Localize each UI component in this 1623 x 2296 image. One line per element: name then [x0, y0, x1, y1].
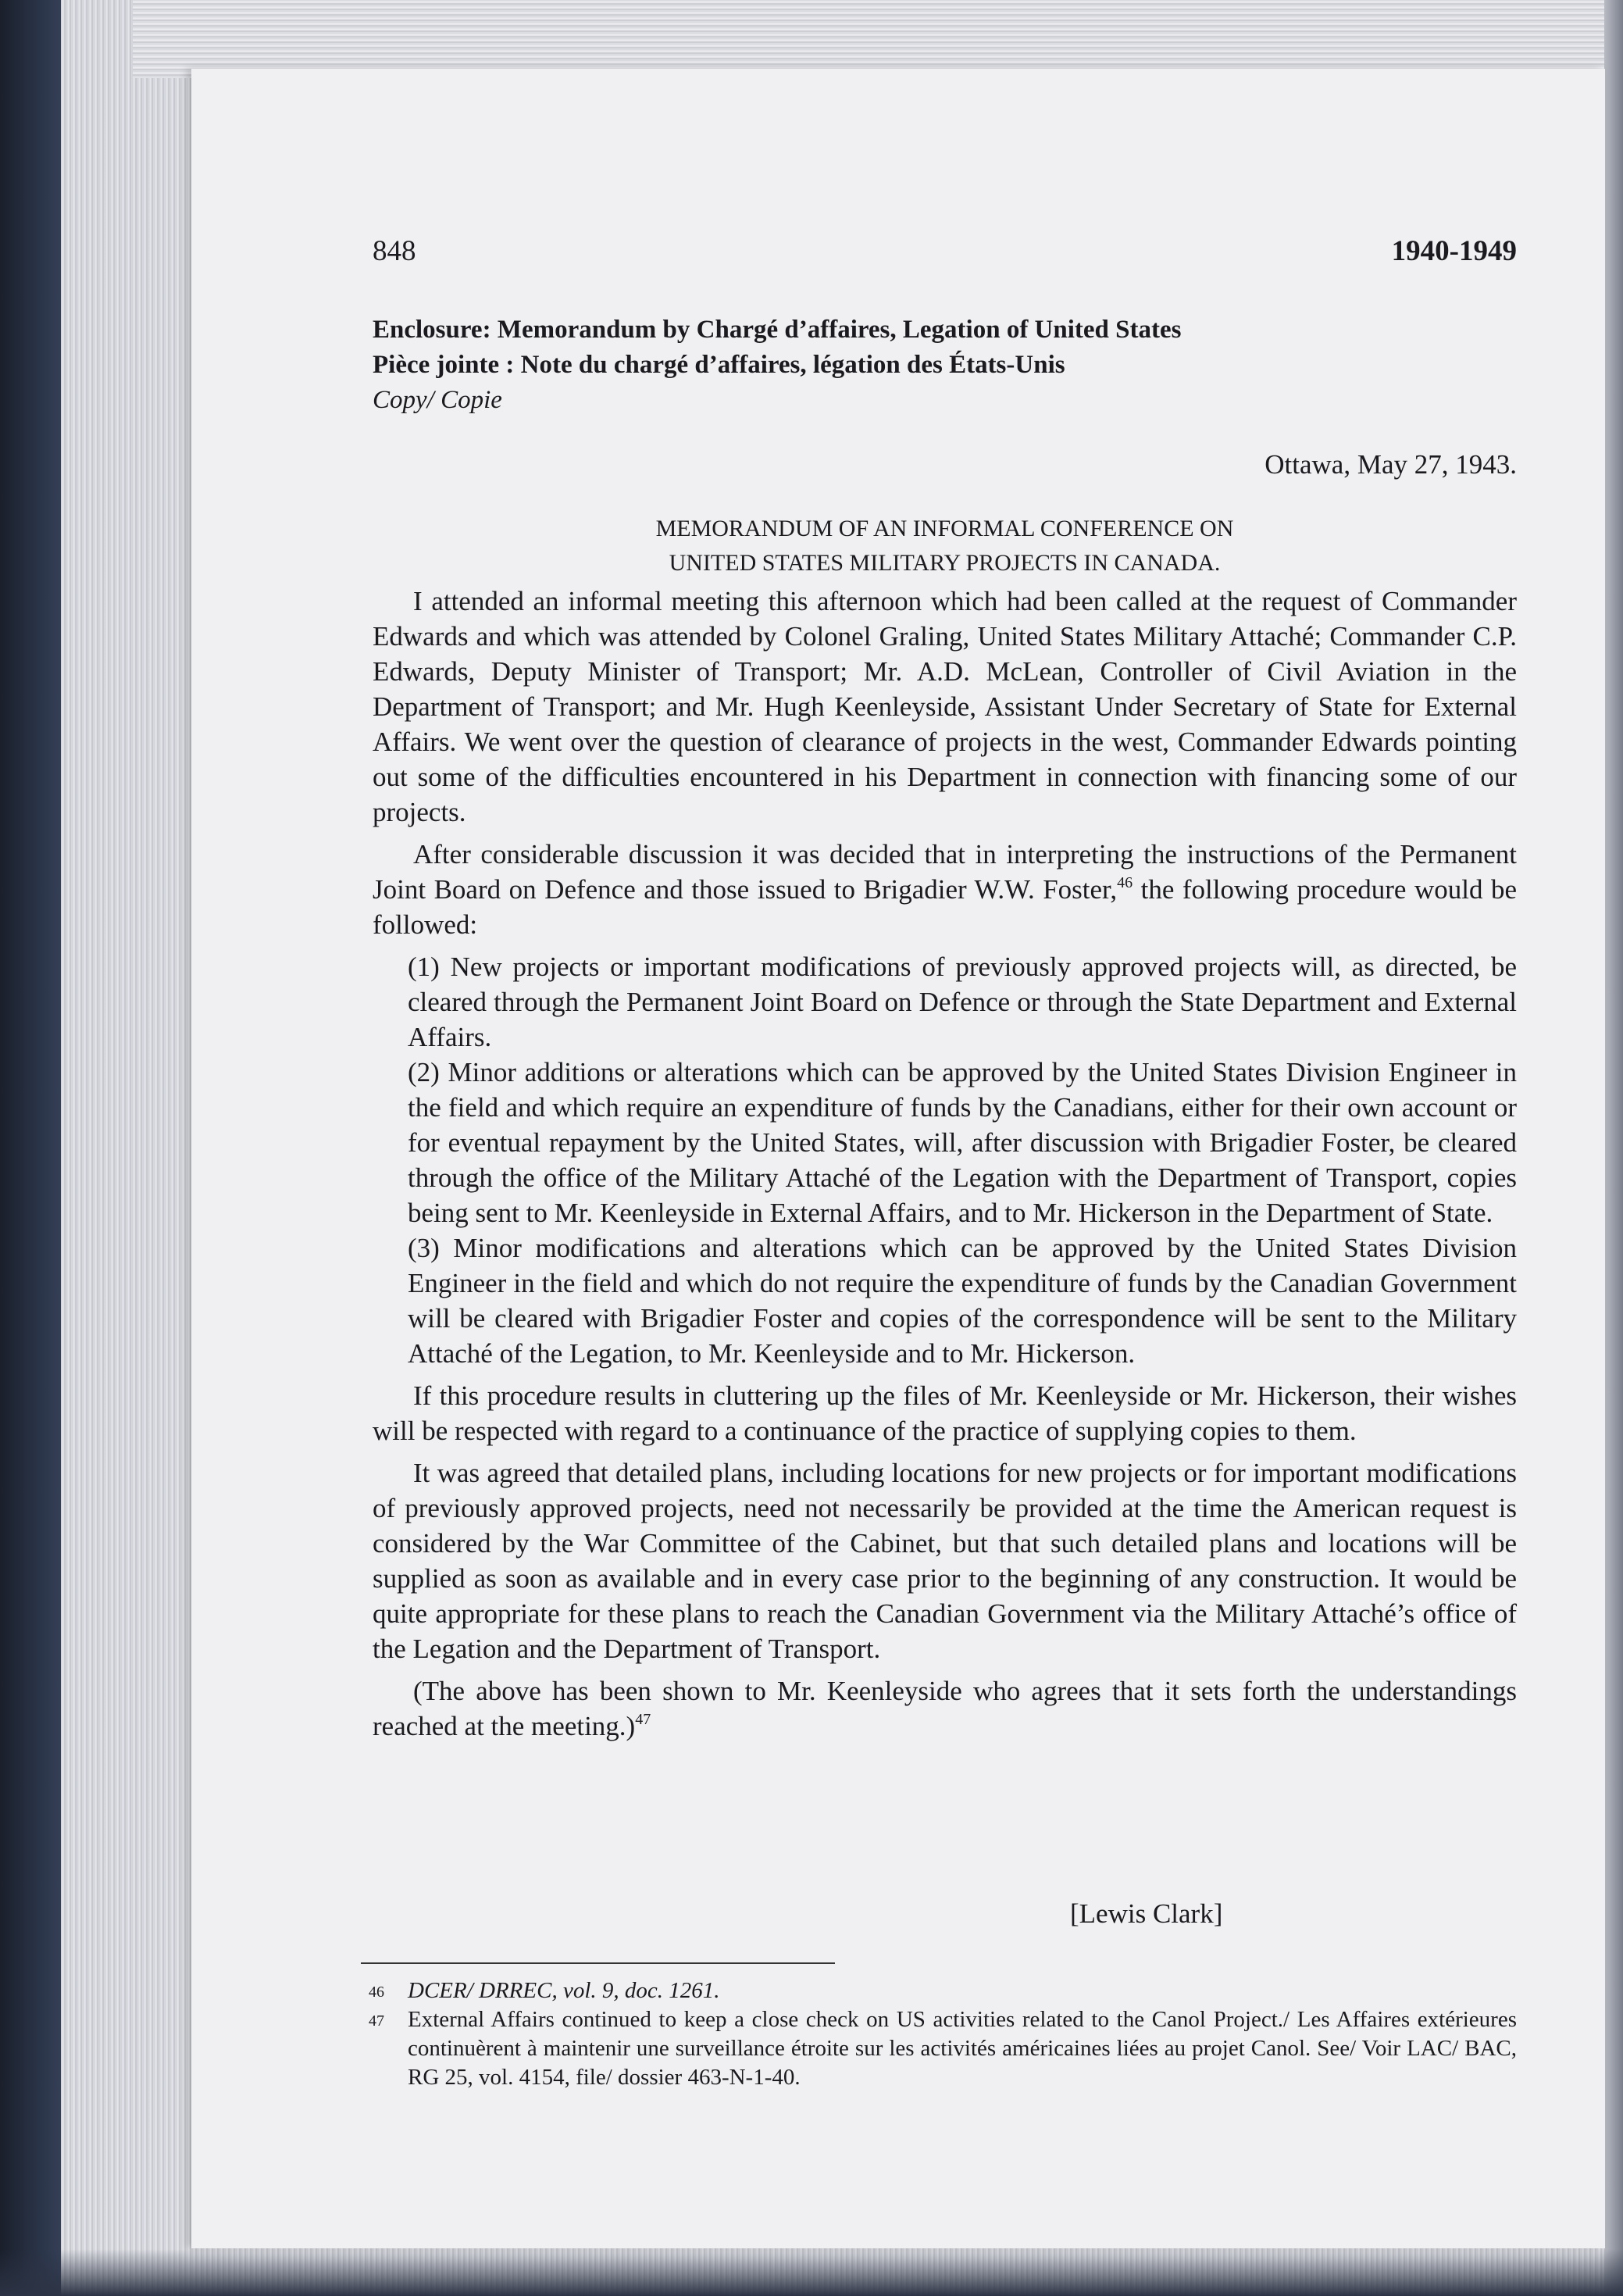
- enclosure-heading: [373, 312, 1517, 418]
- footnote-ref-47: 47: [635, 1711, 651, 1728]
- memo-body: [373, 584, 1517, 1751]
- footnote-number: 46: [369, 1984, 384, 2001]
- footnote-text: DCER/ DRREC, vol. 9, doc. 1261.: [408, 1978, 720, 2003]
- signature-block: [373, 1898, 1517, 1937]
- paragraph-2: [373, 837, 1517, 942]
- copy-label: Copy/ Copie: [373, 386, 502, 414]
- memo-title-line-2: UNITED STATES MILITARY PROJECTS IN CANADA.: [669, 550, 1221, 576]
- enclosure-title-fr: Pièce jointe : Note du chargé d’affaires, légation des États-Unis: [373, 351, 1065, 379]
- enclosure-title-en: Enclosure: Memorandum by Chargé d’affaires, Legation of United States: [373, 316, 1182, 344]
- page-right-shadow: [1604, 0, 1623, 2296]
- dateline: Ottawa, May 27, 1943.: [1265, 449, 1517, 480]
- footnote-number: 47: [369, 2012, 384, 2030]
- footnote-47: [369, 2005, 1517, 2092]
- footnotes: [369, 1976, 1517, 2092]
- footnote-46: [369, 1976, 1517, 2005]
- paragraph-2-text: After considerable discussion it was decided that in interpreting the instructions of the Permanent Joint Board on Defence and those issued to Brigadier W.W. Foster,: [373, 839, 1517, 905]
- memo-title: [373, 512, 1517, 580]
- paragraph-5: [373, 1673, 1517, 1744]
- page-stack-top-edges: [133, 0, 1623, 78]
- memo-title-line-1: MEMORANDUM OF AN INFORMAL CONFERENCE ON: [655, 516, 1234, 541]
- procedure-item-1: (1) New projects or important modifications of previously approved projects will, as directed, be cleared through the Permanent Joint Board on Defence or through the State Department and External Affairs.: [408, 952, 1517, 1052]
- footnote-text: External Affairs continued to keep a close check on US activities related to the Canol Project./ Les Affaires extérieures continuèrent à maintenir une surveillance étroite sur les activités américaines liées au projet Canol. See/ Voir LAC/ BAC, RG 25, vol. 4154, file/ dossier 463-N-1-40.: [408, 2007, 1517, 2090]
- page-number: 848: [373, 235, 416, 267]
- paragraph-2-text-end: the following procedure would be followed:: [373, 874, 1517, 940]
- paragraph-4: It was agreed that detailed plans, including locations for new projects or for important modifications of previously approved projects, need not necessarily be provided at the time the American request is considered by the War Committee of the Cabinet, but that such detailed plans and locations will be supplied as soon as available and in every case prior to the beginning of any construction. It would be quite appropriate for these plans to reach the Canadian Government via the Military Attaché’s office of the Legation and the Department of Transport.: [373, 1458, 1517, 1664]
- paragraph-1: I attended an informal meeting this afternoon which had been called at the request of Commander Edwards and which was attended by Colonel Graling, United States Military Attaché; Commander C.P. Edwards, Deputy Minister of Transport; Mr. A.D. McLean, Controller of Civil Aviation in the Department of Transport; and Mr. Hugh Keenleyside, Assistant Under Secretary of State for External Affairs. We went over the question of clearance of projects in the west, Commander Edwards pointing out some of the difficulties encountered in his Department in connection with financing some of our projects.: [373, 586, 1517, 827]
- paragraph-5-text: (The above has been shown to Mr. Keenleyside who agrees that it sets forth the understandings reached at the meeting.): [373, 1676, 1517, 1741]
- running-header-years: 1940-1949: [1391, 235, 1517, 267]
- footnote-ref-46: 46: [1117, 874, 1133, 891]
- procedure-item-3: (3) Minor modifications and alterations which can be approved by the United States Division Engineer in the field and which do not require the expenditure of funds by the Canadian Government will be cleared with Brigadier Foster and copies of the correspondence will be sent to the Military Attaché of the Legation, to Mr. Keenleyside and to Mr. Hickerson.: [408, 1233, 1517, 1369]
- signature: [Lewis Clark]: [1070, 1898, 1223, 1929]
- paragraph-3: If this procedure results in cluttering up the files of Mr. Keenleyside or Mr. Hickerson, their wishes will be respected with regard to a continuance of the practice of supplying copies to them.: [373, 1380, 1517, 1446]
- procedure-item-2: (2) Minor additions or alterations which can be approved by the United States Division Engineer in the field and which require an expenditure of funds by the Canadians, either for their own account or for eventual repayment by the United States, will, after discussion with Brigadier Foster, be cleared through the office of the Military Attaché of the Legation with the Department of Transport, copies being sent to Mr. Keenleyside in External Affairs, and to Mr. Hickerson in the Department of State.: [408, 1057, 1517, 1228]
- footnote-rule: [361, 1962, 835, 1964]
- bottom-shadow: [0, 2249, 1623, 2296]
